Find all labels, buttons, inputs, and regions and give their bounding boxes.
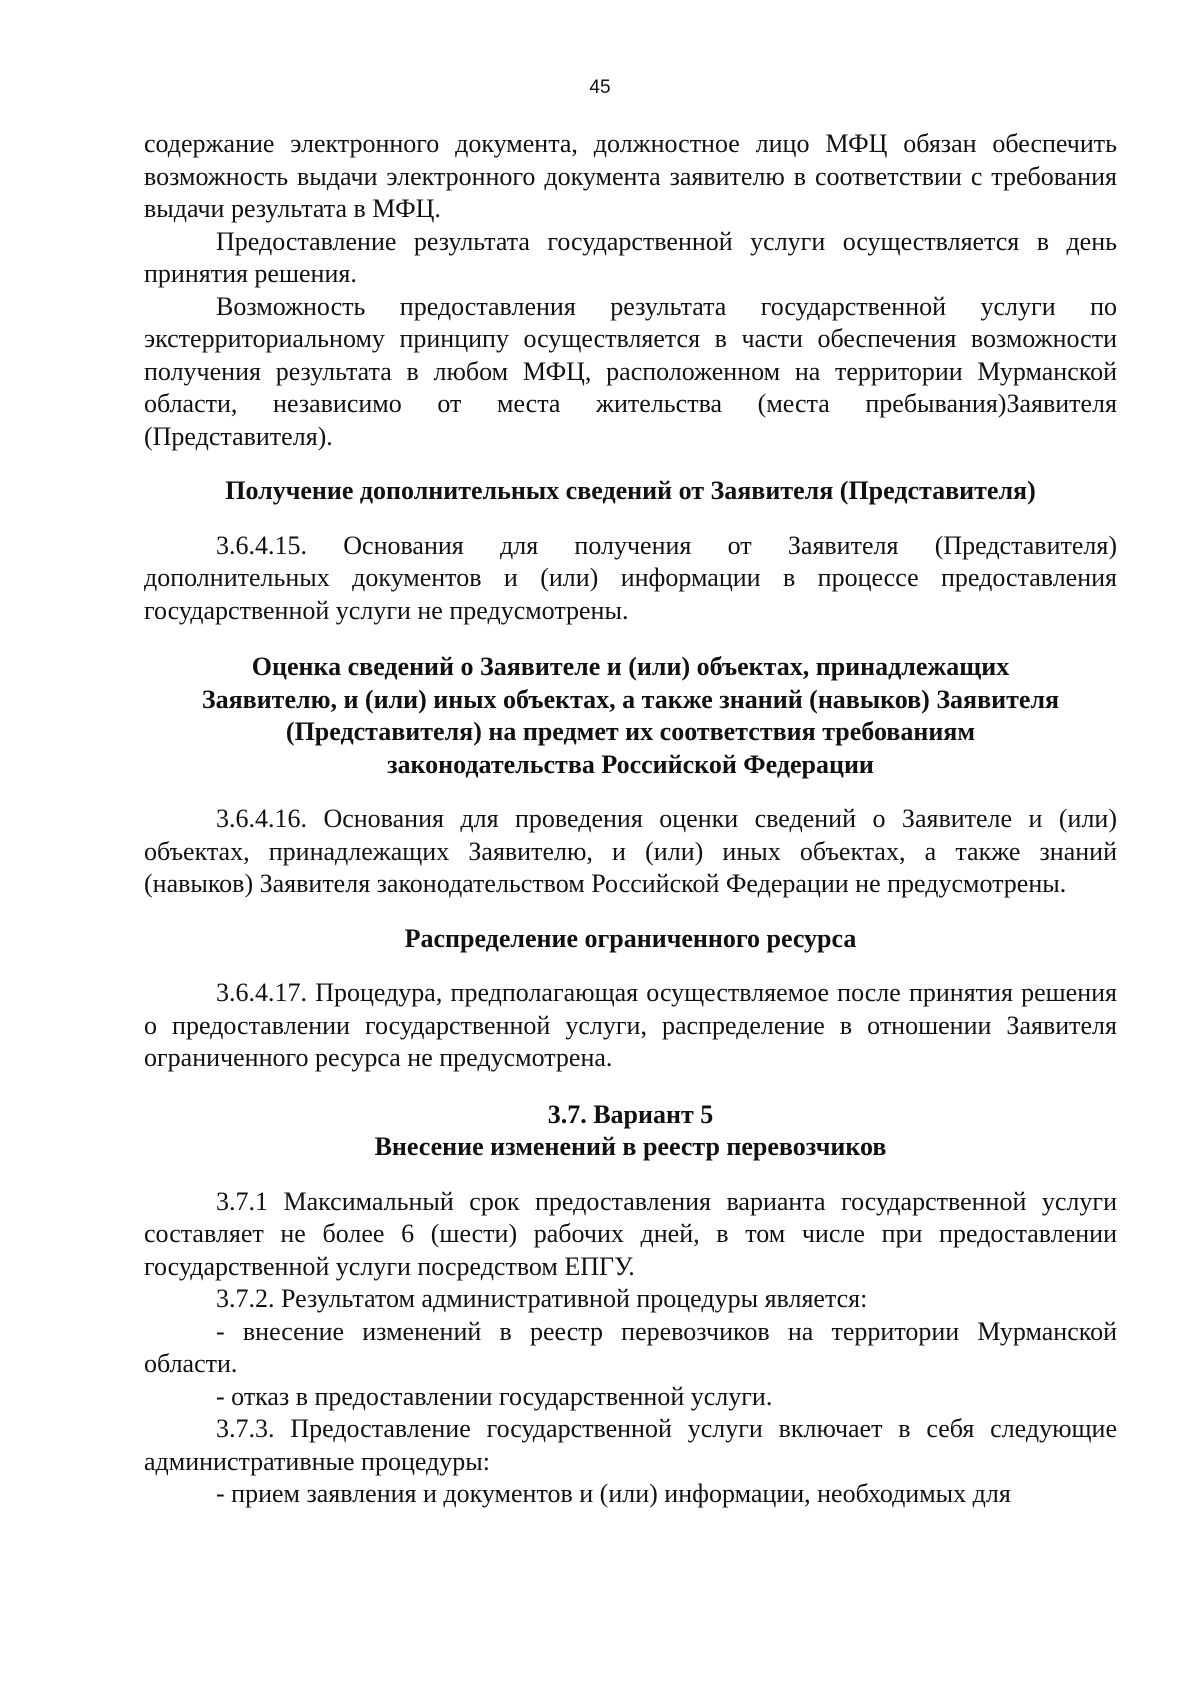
paragraph-3-7-1: 3.7.1 Максимальный срок предоставления варианта государственной услуги составляет не более 6 (шести) рабочих дней, в том числе при предоставлении государственной услуги посредством ЕПГУ. — [144, 1186, 1117, 1281]
paragraph-3-7-2: 3.7.2. Результатом административной процедуры является: — [216, 1284, 868, 1313]
paragraph-3-7-3: 3.7.3. Предоставление государственной услуги включает в себя следующие административные процедуры: — [144, 1414, 1117, 1476]
paragraph-3-6-4-15: 3.6.4.15. Основания для получения от Заявителя (Представителя) дополнительных документов и (или) информации в процессе предоставления государственной услуги не предусмотрены. — [144, 530, 1117, 625]
heading-assessment-line-4: законодательства Российской Федерации — [387, 749, 874, 779]
paragraph-3-6-4-16: 3.6.4.16. Основания для проведения оценки сведений о Заявителе и (или) объектах, принадлежащих Заявителю, и (или) иных объектах, а также знаний (навыков) Заявителя законодательством Российской Федерации не предусмотрены. — [144, 804, 1117, 898]
page-number: 45 — [589, 77, 611, 98]
heading-assessment-line-2: Заявителю, и (или) иных объектах, а также знаний (навыков) Заявителя — [201, 684, 1060, 714]
heading-additional-info: Получение дополнительных сведений от Заявителя (Представителя) — [225, 476, 1036, 505]
paragraph-3-6-4-17: 3.6.4.17. Процедура, предполагающая осуществляемое после принятия решения о предоставлении государственной услуги, распределение в отношении Заявителя ограниченного ресурса не предусмотрена. — [144, 978, 1117, 1072]
heading-assessment-line-3: (Представителя) на предмет их соответствия требованиям — [285, 717, 976, 746]
heading-assessment — [144, 651, 1117, 781]
paragraph-mfc-delivery: содержание электронного документа, должностное лицо МФЦ обязан обеспечить возможность выдачи электронного документа заявителю в соответствии с требования выдачи результата в МФЦ. — [144, 129, 1117, 223]
heading-variant-5-title: Внесение изменений в реестр перевозчиков — [374, 1132, 887, 1161]
heading-limited-resource: Распределение ограниченного ресурса — [404, 923, 857, 953]
heading-assessment-line-1: Оценка сведений о Заявителе и (или) объектах, принадлежащих — [251, 652, 1010, 681]
heading-variant-5-number: 3.7. Вариант 5 — [547, 1099, 714, 1129]
list-item-application-intake: - прием заявления и документов и (или) информации, необходимых для — [216, 1479, 1011, 1508]
list-item-registry-changes: - внесение изменений в реестр перевозчиков на территории Мурманской области. — [144, 1316, 1117, 1378]
document-body — [144, 128, 1117, 1511]
paragraph-result-same-day: Предоставление результата государственной услуги осуществляется в день принятия решения. — [144, 226, 1117, 288]
list-item-refusal: - отказ в предоставлении государственной услуги. — [216, 1381, 773, 1411]
paragraph-extraterritorial: Возможность предоставления результата государственной услуги по экстерриториальному принципу осуществляется в части обеспечения возможности получения результата в любом МФЦ, расположенном на территории Мурманской области, независимо от места жительства (места пребывания)Заявителя (Представителя). — [144, 291, 1117, 451]
heading-variant-5 — [144, 1099, 1117, 1164]
